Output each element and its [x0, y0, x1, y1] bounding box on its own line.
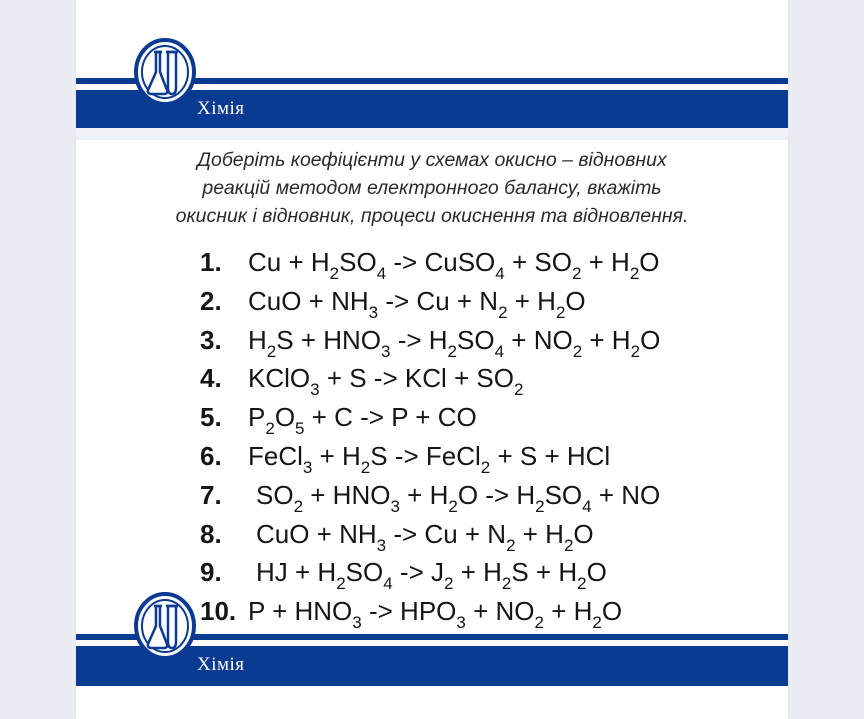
equation-item [200, 321, 660, 360]
equation-item [200, 243, 660, 282]
subscript: 3 [302, 457, 313, 477]
subscript: 2 [535, 496, 545, 516]
subscript: 4 [376, 264, 387, 283]
subscript: 4 [494, 341, 505, 361]
equation-formula: FeCl$_3$ + $H_2S$ -> FeCl$_2$ + S + HCl [248, 440, 611, 477]
subscript: 2 [480, 457, 491, 477]
footer-label: Хімія [197, 654, 245, 675]
subscript: 2 [265, 419, 275, 439]
equation-formula: $Cu + H_2SO_4$ -> CuSO$_4$ + $SO_2 + H_2O$ [248, 247, 660, 283]
equation-formula: $H_2S + HNO_3 -> H_2SO_4 + NO_2 + H_2O$ [248, 324, 661, 361]
equation-item [200, 476, 660, 515]
equation-list [200, 243, 660, 631]
subscript: 4 [383, 574, 393, 594]
subscript: 2 [592, 613, 602, 633]
subscript: 3 [310, 380, 320, 400]
subscript: 5 [295, 419, 305, 439]
subscript: 3 [456, 613, 466, 633]
subscript: 2 [630, 341, 641, 361]
equation-number: 1. [200, 247, 222, 277]
task-line: окисник і відновник, процеси окиснення та відновлення. [175, 205, 689, 227]
subscript: 3 [368, 302, 379, 322]
bottom-strip [76, 686, 788, 719]
equation-number: 2. [200, 285, 222, 316]
header-label: Хімія [197, 98, 245, 119]
equation-item [200, 592, 660, 631]
equation-formula: $P + HNO_3 -> HPO_3 + NO_2 + H_2O$ [248, 596, 623, 633]
equation-item [200, 398, 660, 437]
subscript: 2 [534, 613, 544, 633]
task-line: Доберіть коефіцієнти у схемах окисно – відновних [197, 149, 667, 171]
subscript: 3 [381, 341, 391, 361]
subscript: 3 [352, 613, 362, 633]
subscript: 4 [495, 264, 505, 283]
subscript: 2 [444, 574, 454, 594]
equation-formula: HJ + $H_2SO_4 -> J_2 + H_2S + H_2O$ [256, 557, 607, 594]
subscript: 3 [376, 535, 387, 555]
task-text [96, 146, 768, 230]
task-line: реакцій методом електронного балансу, вкажіть [202, 177, 662, 199]
equation-item [200, 437, 660, 476]
subscript: 2 [329, 264, 340, 283]
flask-logo-icon [134, 592, 196, 660]
equation-number: 5. [200, 402, 222, 433]
equation-item [200, 282, 660, 321]
title-panel [76, 128, 788, 140]
subscript: 2 [498, 302, 508, 322]
equation-number: 7. [200, 479, 222, 510]
subscript: 3 [390, 496, 400, 516]
equation-formula: KClO$_3$ + S -> KCl + $SO_2$ [248, 363, 524, 400]
subscript: 2 [572, 341, 583, 361]
equation-number: 3. [200, 324, 222, 355]
subscript: 4 [582, 496, 592, 516]
equation-number: 4. [200, 363, 222, 394]
subscript: 2 [506, 535, 516, 555]
equation-item [200, 359, 660, 398]
equation-number: 8. [200, 518, 222, 549]
equation-item [200, 515, 660, 554]
equation-number: 6. [200, 440, 222, 471]
subscript: 2 [513, 380, 524, 400]
subscript: 2 [555, 302, 566, 322]
subscript: 2 [563, 535, 574, 555]
equation-formula: CuO + $NH_3 -> Cu + N_2 + H_2O$ [248, 285, 586, 322]
subscript: 2 [448, 496, 458, 516]
equation-formula: $P_2O_5 + C -> P$ + CO [248, 402, 477, 439]
flask-logo-icon [134, 38, 196, 106]
subscript: 2 [293, 496, 304, 516]
subscript: 2 [266, 341, 277, 361]
equation-formula: CuO + $NH_3 -> Cu + N_2 + H_2O$ [256, 518, 594, 555]
subscript: 2 [501, 574, 512, 594]
equation-number: 9. [200, 557, 222, 588]
subscript: 2 [336, 574, 346, 594]
subscript: 2 [629, 264, 640, 283]
equation-item [200, 553, 660, 592]
equation-number: 10. [200, 596, 237, 627]
equation-formula: $SO_2 + HNO_3 + H_2O -> H_2SO_4$ + NO [256, 479, 661, 516]
subscript: 2 [447, 341, 458, 361]
subscript: 2 [571, 264, 582, 283]
slide-content [76, 140, 788, 642]
slide [76, 0, 788, 719]
subscript: 2 [577, 574, 587, 594]
subscript: 2 [360, 457, 371, 477]
